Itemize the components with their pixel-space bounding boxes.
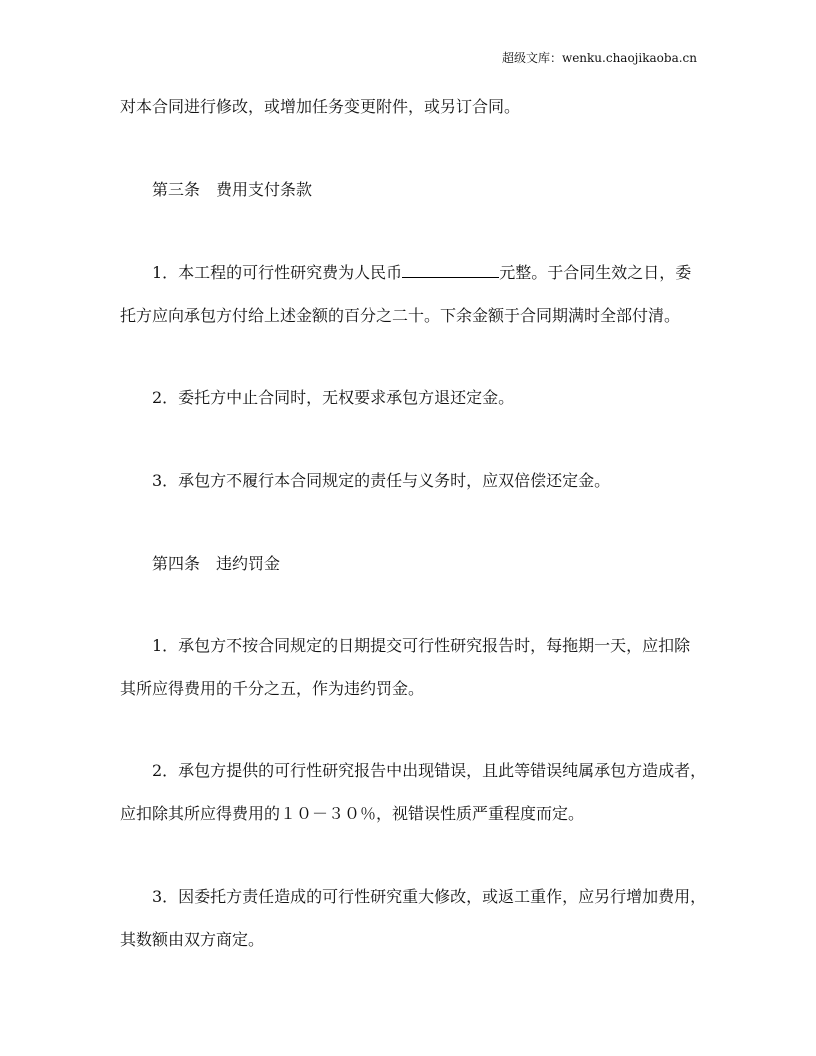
article-4-clause-2-line-1: 2．承包方提供的可行性研究报告中出现错误，且此等错误纯属承包方造成者， (152, 761, 707, 780)
article-4-clause-3-line-1: 3．因委托方责任造成的可行性研究重大修改，或返工重作，应另行增加费用， (152, 887, 707, 906)
page-header: 超级文库：wenku.chaojikaoba.cn (501, 51, 697, 65)
article-3-clause-1-line-1 (152, 262, 691, 283)
article-4-clause-1-line-1: 1．承包方不按合同规定的日期提交可行性研究报告时，每拖期一天，应扣除 (152, 636, 691, 655)
article-4-title: 第四条 违约罚金 (152, 554, 281, 573)
paragraph-continuation: 对本合同进行修改，或增加任务变更附件，或另订合同。 (120, 97, 521, 116)
article-3-title: 第三条 费用支付条款 (152, 180, 313, 199)
clause-text: 1．本工程的可行性研究费为人民币 (152, 263, 403, 282)
clause-text: 元整。于合同生效之日，委 (499, 263, 692, 282)
article-3-clause-3: 3．承包方不履行本合同规定的责任与义务时，应双倍偿还定金。 (152, 471, 611, 490)
article-4-clause-2-line-2: 应扣除其所应得费用的１０－３０％，视错误性质严重程度而定。 (120, 804, 585, 823)
article-3-clause-1-line-2: 托方应向承包方付给上述金额的百分之二十。下余金额于合同期满时全部付清。 (120, 306, 681, 325)
article-3-clause-2: 2．委托方中止合同时，无权要求承包方退还定金。 (152, 388, 515, 407)
amount-blank (402, 262, 499, 278)
article-4-clause-3-line-2: 其数额由双方商定。 (120, 930, 265, 949)
article-4-clause-1-line-2: 其所应得费用的千分之五，作为违约罚金。 (120, 679, 425, 698)
